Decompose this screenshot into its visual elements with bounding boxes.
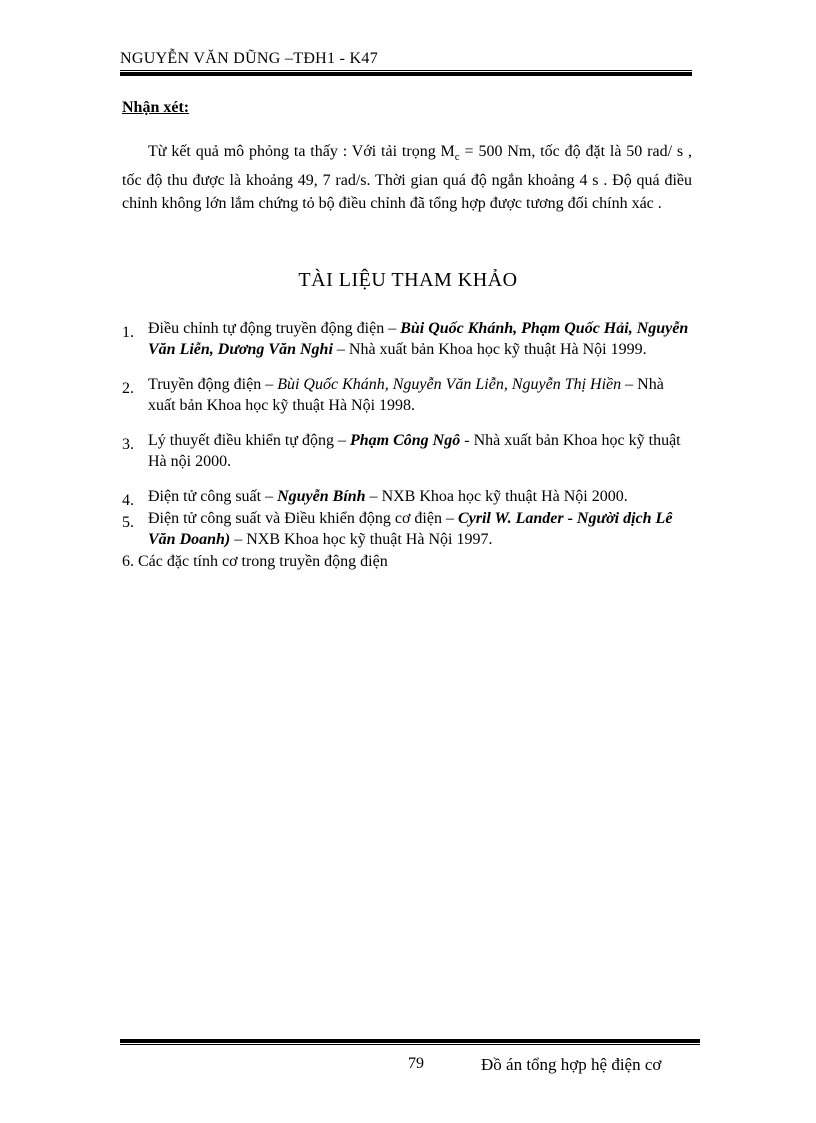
reference-publisher: – NXB Khoa học kỹ thuật Hà Nội 2000. xyxy=(365,488,628,505)
reference-number: 2. xyxy=(122,380,134,397)
reference-publisher: – Nhà xuất bản Khoa học kỹ thuật Hà Nội 1998. xyxy=(148,376,664,414)
page-number: 79 xyxy=(408,1055,424,1072)
reference-list xyxy=(122,318,692,572)
reference-number: 4. xyxy=(122,492,134,509)
reference-publisher: – NXB Khoa học kỹ thuật Hà Nội 1997. xyxy=(230,531,493,548)
reference-number: 6. xyxy=(122,553,134,570)
reference-title: Điều chỉnh tự động truyền động điện – xyxy=(148,320,401,337)
reference-number: 1. xyxy=(122,324,134,341)
footer-title: Đồ án tổng hợp hệ điện cơ xyxy=(481,1055,662,1074)
references-title: TÀI LIỆU THAM KHẢO xyxy=(298,269,518,291)
reference-title: Lý thuyết điều khiển tự động – xyxy=(148,432,350,449)
reference-authors: Bùi Quốc Khánh, Phạm Quốc Hải, Nguyễn Văn Liễn, Dương Văn Nghi xyxy=(148,320,689,358)
remark-subscript: c xyxy=(454,151,460,164)
reference-item-5 xyxy=(122,508,692,550)
reference-number: 3. xyxy=(122,436,134,453)
reference-title: Truyền động điện – xyxy=(148,376,278,393)
header-rule xyxy=(120,70,692,76)
reference-number: 5. xyxy=(122,514,134,531)
reference-item-2 xyxy=(122,374,692,416)
reference-title: Các đặc tính cơ trong truyền động điện xyxy=(138,553,388,570)
reference-authors: Bùi Quốc Khánh, Nguyễn Văn Liễn, Nguyễn Thị Hiền xyxy=(277,376,622,393)
reference-publisher: - Nhà xuất bản Khoa học kỹ thuật Hà nội 2000. xyxy=(148,432,681,470)
footer-rule xyxy=(120,1039,700,1045)
reference-title: Điện tử công suất – xyxy=(148,488,278,505)
reference-authors: Phạm Công Ngô xyxy=(349,432,461,449)
reference-authors: Cyril W. Lander - Người dịch Lê Văn Doanh) xyxy=(148,510,673,548)
remark-heading: Nhận xét: xyxy=(122,99,190,116)
reference-authors: Nguyễn Bính xyxy=(277,488,366,505)
remark-paragraph xyxy=(122,140,692,215)
reference-publisher: – Nhà xuất bản Khoa học kỹ thuật Hà Nội 1999. xyxy=(332,341,647,358)
remark-text-2: = 500 Nm, tốc độ đặt là 50 rad/ s , tốc độ thu được là khoảng 49, 7 rad/s. Thời gian quá độ ngắn khoảng 4 s . Độ quá điều chỉnh không lớn lắm chứng tỏ bộ điều chỉnh đã tổng hợp được tương đối chính xác . xyxy=(122,143,693,213)
page-header xyxy=(120,49,692,69)
reference-item-1 xyxy=(122,318,692,360)
header-text: NGUYỄN VĂN DŨNG –TĐH1 - K47 xyxy=(120,50,379,67)
remark-text-1: Từ kết quả mô phỏng ta thấy : Với tải trọng M xyxy=(148,143,455,160)
reference-item-3 xyxy=(122,430,692,472)
reference-title: Điện tử công suất và Điều khiển động cơ điện – xyxy=(148,510,458,527)
reference-item-4 xyxy=(122,486,692,507)
reference-item-6 xyxy=(122,551,692,572)
